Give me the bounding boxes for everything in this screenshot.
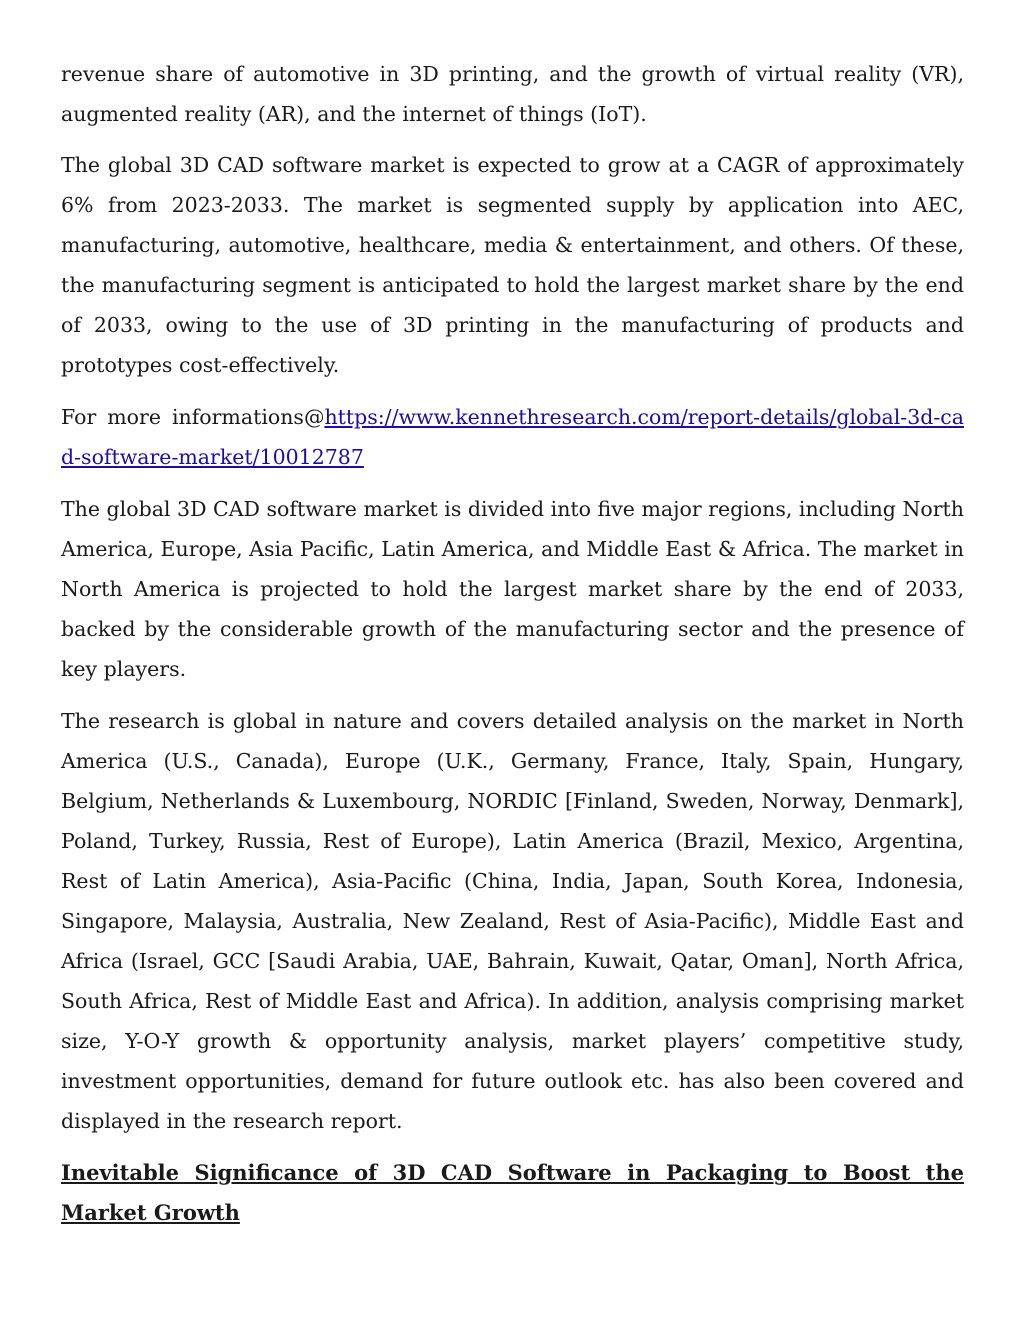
paragraph-revenue-share: revenue share of automotive in 3D printing, and the growth of virtual reality (VR), augmented reality (AR), and the internet of things (IoT).	[61, 62, 964, 126]
paragraph-regions: The global 3D CAD software market is divided into five major regions, including North America, Europe, Asia Pacific, Latin America, and Middle East & Africa. The market in North America is projected to hold the largest market share by the end of 2033, backed by the considerable growth of the manufacturing sector and the presence of key players.	[61, 497, 964, 681]
section-heading: Inevitable Significance of 3D CAD Software in Packaging to Boost the Market Growth	[61, 1160, 964, 1225]
paragraph-market-growth: The global 3D CAD software market is expected to grow at a CAGR of approximately 6% from 2023-2033. The market is segmented supply by application into AEC, manufacturing, automotive, healthcare, media & entertainment, and others. Of these, the manufacturing segment is anticipated to hold the largest market share by the end of 2033, owing to the use of 3D printing in the manufacturing of products and prototypes cost-effectively.	[61, 153, 964, 377]
report-link[interactable]: https://www.kennethresearch.com/report-details/global-3d-cad-software-market/10012787	[61, 405, 964, 469]
paragraph-research-scope: The research is global in nature and covers detailed analysis on the market in North America (U.S., Canada), Europe (U.K., Germany, France, Italy, Spain, Hungary, Belgium, Netherlands & Luxembourg, NORDIC [Finland, Sweden, Norway, Denmark], Poland, Turkey, Russia, Rest of Europe), Latin America (Brazil, Mexico, Argentina, Rest of Latin America), Asia-Pacific (China, India, Japan, South Korea, Indonesia, Singapore, Malaysia, Australia, New Zealand, Rest of Asia-Pacific), Middle East and Africa (Israel, GCC [Saudi Arabia, UAE, Bahrain, Kuwait, Qatar, Oman], North Africa, South Africa, Rest of Middle East and Africa). In addition, analysis comprising market size, Y-O-Y growth & opportunity analysis, market players’ competitive study, investment opportunities, demand for future outlook etc. has also been covered and displayed in the research report.	[61, 709, 964, 1133]
more-info-label: For more informations@	[61, 405, 325, 429]
paragraph-more-info	[61, 397, 964, 477]
document-page	[61, 54, 964, 1233]
